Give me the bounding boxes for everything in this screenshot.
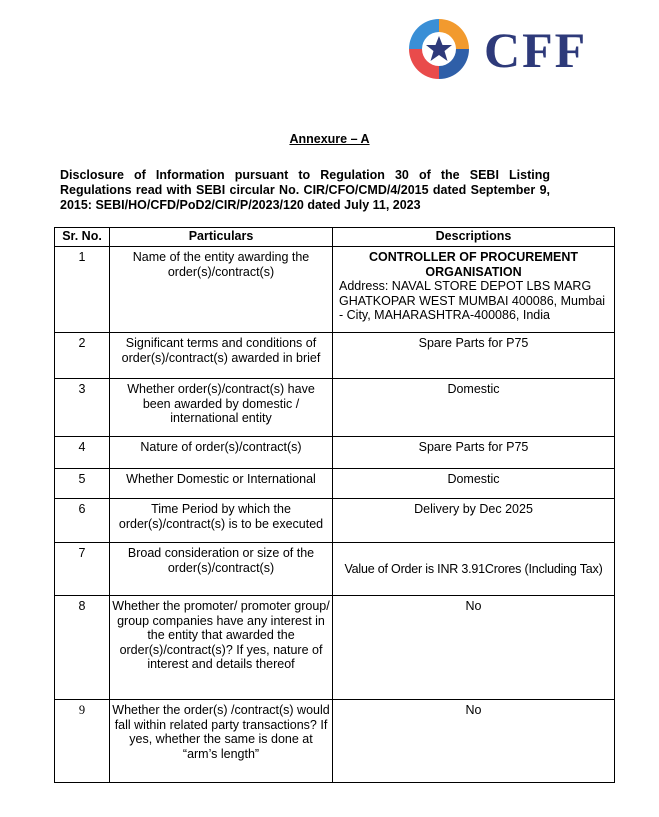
table-row <box>55 247 615 333</box>
table-row <box>55 596 615 700</box>
row-description <box>333 247 615 333</box>
table-row <box>55 499 615 543</box>
row-sr-no: 3 <box>55 379 110 437</box>
table-row <box>55 379 615 437</box>
row-particulars: Whether the order(s) /contract(s) would fall within related party transactions? If yes, whether the same is done at “arm’s length” <box>110 700 333 783</box>
cff-emblem-icon <box>404 14 474 84</box>
row-description: Domestic <box>333 469 615 499</box>
table-row <box>55 700 615 783</box>
logo-text: CFF <box>484 22 588 78</box>
row-description <box>333 543 615 596</box>
row-particulars: Whether order(s)/contract(s) have been awarded by domestic / international entity <box>110 379 333 437</box>
row-particulars: Whether the promoter/ promoter group/ group companies have any interest in the entity that awarded the order(s)/contract(s)? If yes, nature of interest and details thereof <box>110 596 333 700</box>
table-row <box>55 333 615 379</box>
row-description: Spare Parts for P75 <box>333 333 615 379</box>
cff-logo <box>404 14 604 84</box>
row-particulars: Significant terms and conditions of order(s)/contract(s) awarded in brief <box>110 333 333 379</box>
row-description: Domestic <box>333 379 615 437</box>
row-sr-no: 6 <box>55 499 110 543</box>
header-descriptions: Descriptions <box>333 228 615 247</box>
row-particulars: Name of the entity awarding the order(s)/contract(s) <box>110 247 333 333</box>
row-description: No <box>333 700 615 783</box>
entity-name: CONTROLLER OF PROCUREMENT ORGANISATION <box>368 250 579 279</box>
row-particulars: Nature of order(s)/contract(s) <box>110 437 333 469</box>
row-sr-no: 8 <box>55 596 110 700</box>
row-description: Delivery by Dec 2025 <box>333 499 615 543</box>
disclosure-table <box>54 227 615 783</box>
row-sr-no: 4 <box>55 437 110 469</box>
row-sr-no: 1 <box>55 247 110 333</box>
entity-address: Address: NAVAL STORE DEPOT LBS MARG GHATKOPAR WEST MUMBAI 400086, Mumbai - City, MAHARASHTRA-400086, India <box>339 279 606 322</box>
header-sr-no: Sr. No. <box>55 228 110 247</box>
header-particulars: Particulars <box>110 228 333 247</box>
disclosure-paragraph: Disclosure of Information pursuant to Regulation 30 of the SEBI Listing Regulations read with SEBI circular No. CIR/CFO/CMD/4/2015 dated September 9, 2015: SEBI/HO/CFD/PoD2/CIR/P/2023/120 dated July 11, 2023 <box>60 168 550 212</box>
row-sr-no: 9 <box>55 700 110 783</box>
row-description: No <box>333 596 615 700</box>
row-sr-no: 2 <box>55 333 110 379</box>
annexure-heading: Annexure – A <box>289 132 370 146</box>
table-row <box>55 469 615 499</box>
row-sr-no: 7 <box>55 543 110 596</box>
table-row <box>55 543 615 596</box>
order-value: Value of Order is INR 3.91Crores (Including Tax) <box>344 561 603 576</box>
row-description: Spare Parts for P75 <box>333 437 615 469</box>
row-particulars: Time Period by which the order(s)/contract(s) is to be executed <box>110 499 333 543</box>
row-particulars: Broad consideration or size of the order(s)/contract(s) <box>110 543 333 596</box>
row-sr-no: 5 <box>55 469 110 499</box>
row-particulars: Whether Domestic or International <box>110 469 333 499</box>
table-row <box>55 437 615 469</box>
table-header-row <box>55 228 615 247</box>
